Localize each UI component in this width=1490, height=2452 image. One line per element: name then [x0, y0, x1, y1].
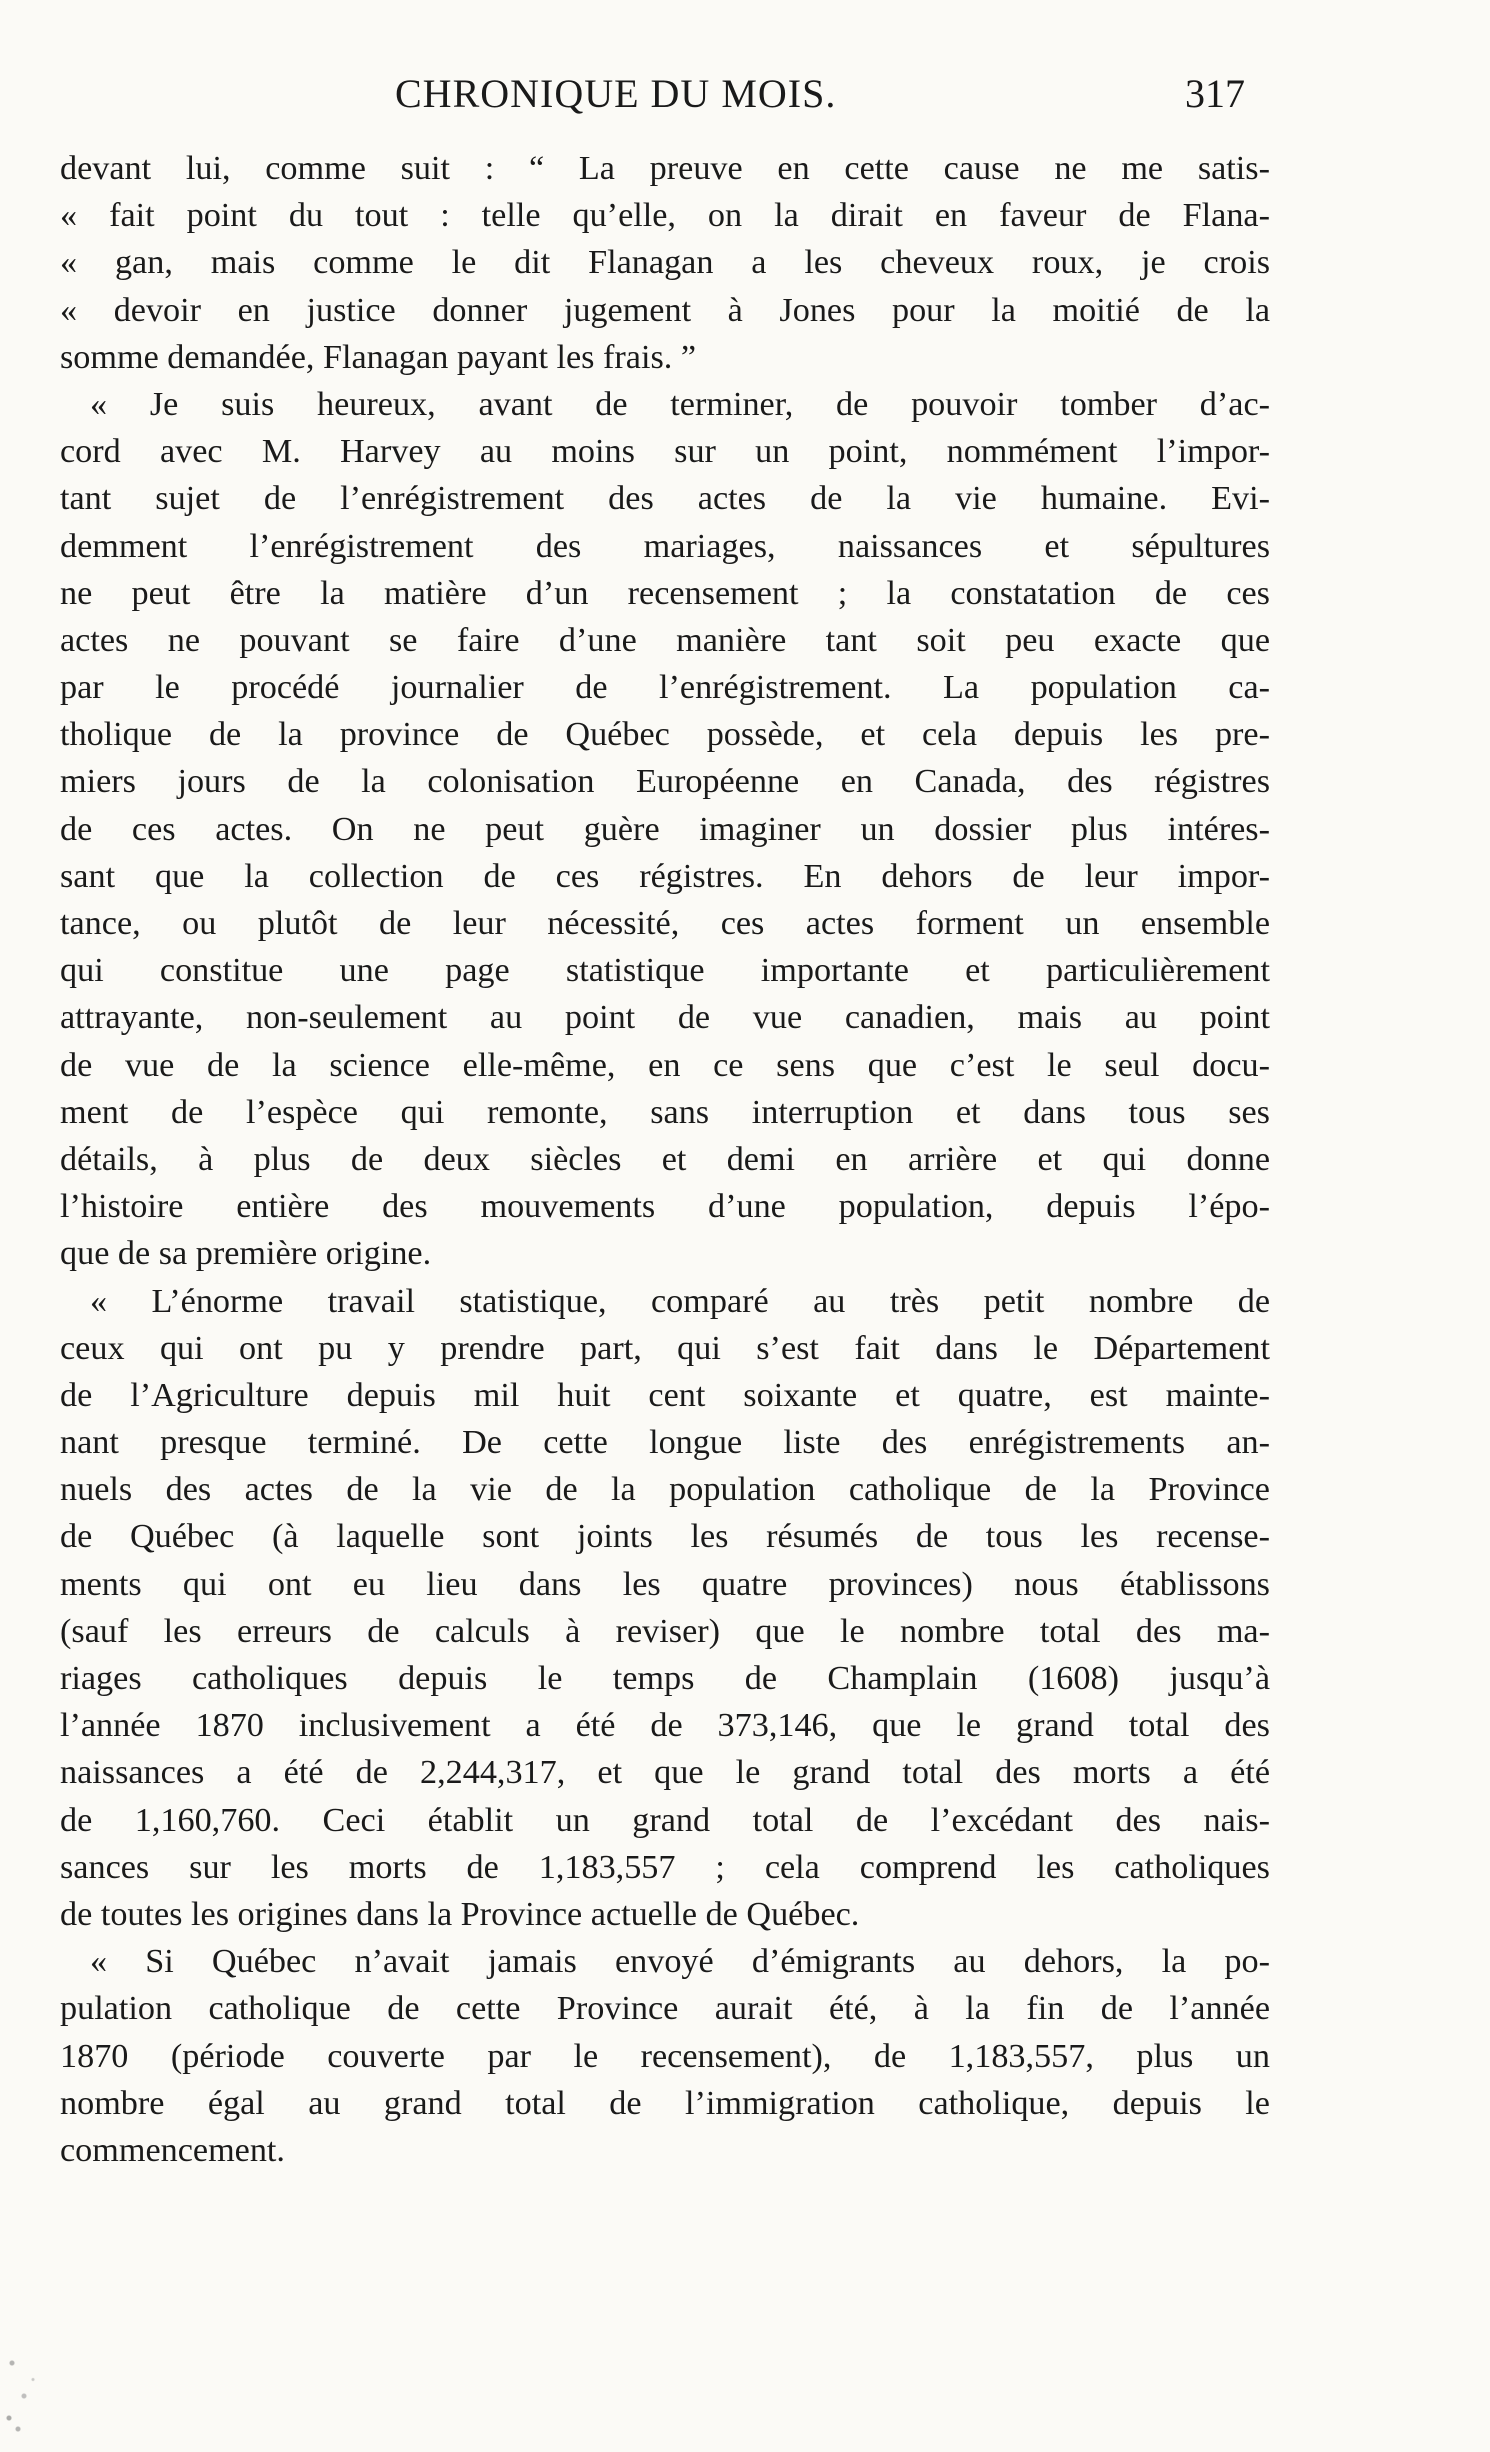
- text-line: pulation catholique de cette Province aurait été, à la fin de l’année: [60, 1990, 1270, 2028]
- text-line: ne peut être la matière d’un recensement ; la constatation de ces: [60, 574, 1270, 612]
- text-line: « Je suis heureux, avant de terminer, de pouvoir tomber d’ac-: [90, 385, 1270, 423]
- text-line: riages catholiques depuis le temps de Champlain (1608) jusqu’à: [60, 1660, 1270, 1697]
- text-line: nuels des actes de la vie de la population catholique de la Province: [60, 1471, 1270, 1509]
- running-head: [395, 70, 1395, 130]
- text-line: tholique de la province de Québec possède, et cela depuis les pre-: [60, 716, 1270, 754]
- text-line: de toutes les origines dans la Province actuelle de Québec.: [60, 1895, 860, 1933]
- text-line: sant que la collection de ces régistres. En dehors de leur impor-: [60, 857, 1270, 895]
- text-line: l’année 1870 inclusivement a été de 373,146, que le grand total des: [60, 1707, 1270, 1745]
- text-line: tant sujet de l’enrégistrement des actes de la vie humaine. Evi-: [60, 480, 1270, 518]
- text-line: naissances a été de 2,244,317, et que le grand total des morts a été: [60, 1754, 1270, 1792]
- text-line: nombre égal au grand total de l’immigration catholique, depuis le: [60, 2084, 1270, 2122]
- text-line: miers jours de la colonisation Européenne en Canada, des régistres: [60, 763, 1270, 801]
- text-line: « L’énorme travail statistique, comparé au très petit nombre de: [90, 1282, 1270, 1320]
- text-line: (sauf les erreurs de calculs à reviser) que le nombre total des ma-: [60, 1612, 1270, 1650]
- text-line: « gan, mais comme le dit Flanagan a les cheveux roux, je crois: [60, 244, 1270, 282]
- text-line: commencement.: [60, 2131, 285, 2169]
- body-text: [60, 145, 1270, 2174]
- text-line: que de sa première origine.: [60, 1235, 432, 1273]
- text-line: demment l’enrégistrement des mariages, naissances et sépultures: [60, 527, 1270, 565]
- text-line: de Québec (à laquelle sont joints les résumés de tous les recense-: [60, 1518, 1270, 1556]
- text-line: ments qui ont eu lieu dans les quatre provinces) nous établissons: [60, 1565, 1270, 1603]
- running-title: CHRONIQUE DU MOIS.: [395, 71, 837, 116]
- paper-speckle-decoration: [0, 2330, 60, 2440]
- text-line: de 1,160,760. Ceci établit un grand total de l’excédant des nais-: [60, 1801, 1270, 1839]
- text-line: qui constitue une page statistique importante et particulièrement: [60, 952, 1270, 990]
- text-line: nant presque terminé. De cette longue liste des enrégistrements an-: [60, 1424, 1270, 1462]
- text-line: ment de l’espèce qui remonte, sans interruption et dans tous ses: [60, 1093, 1270, 1131]
- text-line: détails, à plus de deux siècles et demi en arrière et qui donne: [60, 1140, 1270, 1178]
- text-line: somme demandée, Flanagan payant les frais. ”: [60, 338, 697, 376]
- text-line: 1870 (période couverte par le recensement), de 1,183,557, plus un: [60, 2037, 1270, 2075]
- text-line: actes ne pouvant se faire d’une manière tant soit peu exacte que: [60, 621, 1270, 659]
- text-line: tance, ou plutôt de leur nécessité, ces actes forment un ensemble: [60, 905, 1270, 942]
- text-line: devant lui, comme suit : “ La preuve en cette cause ne me satis-: [60, 150, 1270, 187]
- text-line: l’histoire entière des mouvements d’une population, depuis l’épo-: [60, 1188, 1270, 1226]
- text-line: de l’Agriculture depuis mil huit cent soixante et quatre, est mainte-: [60, 1376, 1270, 1414]
- text-line: « Si Québec n’avait jamais envoyé d’émigrants au dehors, la po-: [90, 1943, 1270, 1981]
- text-line: attrayante, non-seulement au point de vue canadien, mais au point: [60, 999, 1270, 1037]
- text-line: « devoir en justice donner jugement à Jones pour la moitié de la: [60, 291, 1270, 329]
- text-line: ceux qui ont pu y prendre part, qui s’est fait dans le Département: [60, 1329, 1270, 1367]
- text-line: de vue de la science elle-même, en ce sens que c’est le seul docu-: [60, 1046, 1270, 1084]
- text-line: de ces actes. On ne peut guère imaginer un dossier plus intéres-: [60, 810, 1270, 848]
- text-line: cord avec M. Harvey au moins sur un point, nommément l’impor-: [60, 433, 1270, 471]
- text-line: sances sur les morts de 1,183,557 ; cela comprend les catholiques: [60, 1848, 1270, 1886]
- text-line: par le procédé journalier de l’enrégistrement. La population ca-: [60, 669, 1270, 707]
- text-line: « fait point du tout : telle qu’elle, on la dirait en faveur de Flana-: [60, 197, 1270, 235]
- page-number: 317: [1185, 71, 1245, 116]
